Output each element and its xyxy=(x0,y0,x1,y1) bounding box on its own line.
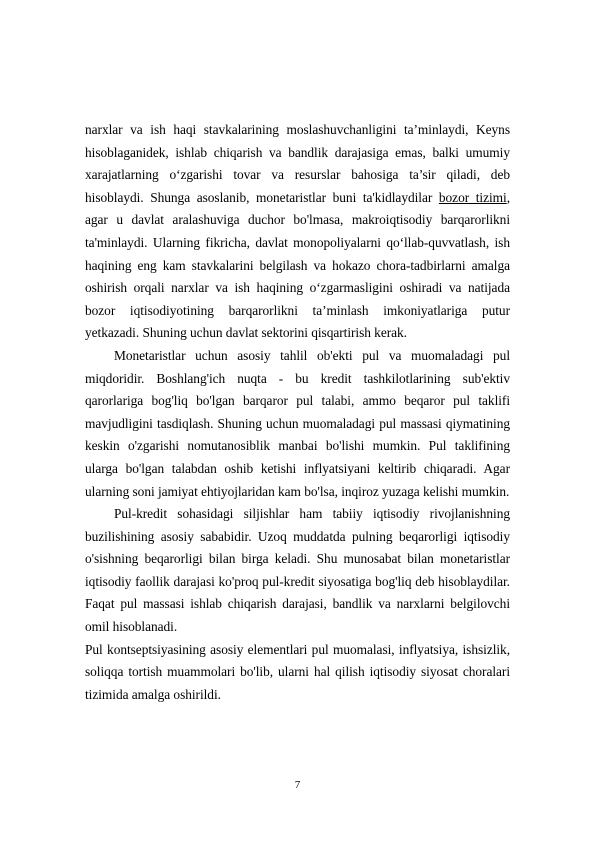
paragraph-1-text-end: , agar u davlat aralashuviga duchor bo'lmasa, makroiqtisodiy barqarorlikni ta'minlaydi. Ularning fikricha, davlat monopoliyalarni qo‘llab-quvvatlash, ish haqining eng kam stavkalarini belgilash va hokazo chora-tadbirlarni amalga oshirish orqali narxlar va ish haqining o‘zgarmasligini oshiradi va natijada bozor iqtisodiyotining barqarorlikni ta’minlash imkoniyatlariga putur yetkazadi. Shuning uchun davlat sektorini qisqartirish kerak. xyxy=(85,189,511,341)
paragraph-2: Monetaristlar uchun asosiy tahlil ob'ekti pul va muomaladagi pul miqdoridir. Boshlang'ich nuqta - bu kredit tashkilotlarining sub'ektiv qarorlariga bog'liq bo'lgan barqaror pul talabi, ammo beqaror pul taklifi mavjudligini tasdiqlash. Shuning uchun muomaladagi pul massasi qiymatining keskin o'zgarishi nomutanosiblik manbai bo'lishi mumkin. Pul taklifining ularga bo'lgan talabdan oshib ketishi inflyatsiyani keltirib chiqaradi. Agar ularning soni jamiyat ehtiyojlaridan kam bo'lsa, inqiroz yuzaga kelishi mumkin. xyxy=(85,347,510,499)
paragraph-4: Pul kontseptsiyasining asosiy elementlari pul muomalasi, inflyatsiya, ishsizlik, soliqqa tortish muammolari bo'lib, ularni hal qilish iqtisodiy siyosat choralari tizimida amalga oshirildi. xyxy=(85,641,510,702)
page-number: 7 xyxy=(294,779,301,791)
bozor-tizimi-link[interactable]: bozor tizimi xyxy=(438,189,507,205)
paragraph-1-text-start: narxlar va ish haqi stavkalarining moslashuvchanligini ta’minlaydi, Keyns hisoblaganidek, ishlab chiqarish va bandlik darajasiga emas, balki umumiy xarajatlarning o‘zgarishi tovar va resurslar bahosiga ta’sir qiladi, deb hisoblaydi. Shunga asoslanib, monetaristlar buni ta'kidlaydilar xyxy=(85,122,510,205)
body-text xyxy=(85,119,510,706)
paragraph-1 xyxy=(85,119,510,345)
paragraph-3: Pul-kredit sohasidagi siljishlar ham tabiiy iqtisodiy rivojlanishning buzilishining asosiy sababidir. Uzoq muddatda pulning beqarorligi iqtisodiy o'sishning beqarorligi bilan birga keladi. Shu munosabat bilan monetaristlar iqtisodiy faollik darajasi ko'proq pul-kredit siyosatiga bog'liq deb hisoblaydilar. Faqat pul massasi ishlab chiqarish darajasi, bandlik va narxlarni belgilovchi omil hisoblanadi. xyxy=(85,506,510,635)
